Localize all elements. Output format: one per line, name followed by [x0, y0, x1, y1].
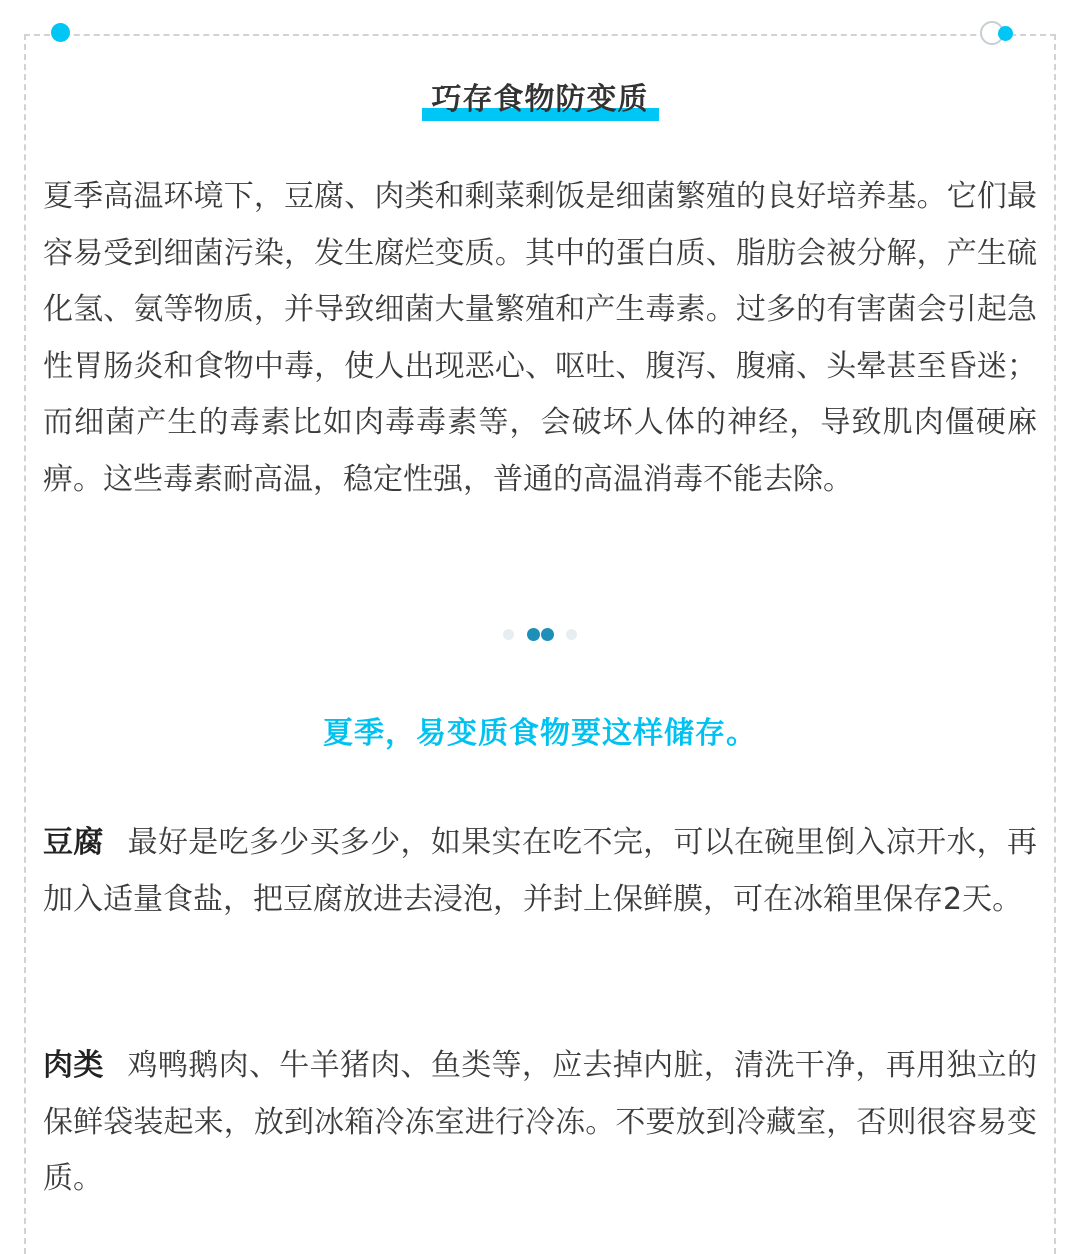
tofu-paragraph — [43, 815, 1037, 928]
corner-dot-right — [998, 26, 1013, 41]
article-title — [422, 80, 659, 120]
title-wrap — [0, 80, 1080, 120]
tofu-text: 最好是吃多少买多少，如果实在吃不完，可以在碗里倒入凉开水，再加入适量食盐，把豆腐放进去浸泡，并封上保鲜膜，可在冰箱里保存2天。 — [43, 825, 1038, 917]
divider-dot — [541, 628, 554, 641]
intro-paragraph: 夏季高温环境下，豆腐、肉类和剩菜剩饭是细菌繁殖的良好培养基。它们最容易受到细菌污染，发生腐烂变质。其中的蛋白质、脂肪会被分解，产生硫化氢、氨等物质，并导致细菌大量繁殖和产生毒素。过多的有害菌会引起急性胃肠炎和食物中毒，使人出现恶心、呕吐、腹泻、腹痛、头晕甚至昏迷；而细菌产生的毒素比如肉毒毒素等，会破坏人体的神经，导致肌肉僵硬麻痹。这些毒素耐高温，稳定性强，普通的高温消毒不能去除。 — [43, 179, 1037, 497]
meat-text: 鸡鸭鹅肉、牛羊猪肉、鱼类等，应去掉内脏，清洗干净，再用独立的保鲜袋装起来，放到冰箱冷冻室进行冷冻。不要放到冷藏室，否则很容易变质。 — [43, 1048, 1038, 1196]
article-title-text: 巧存食物防变质 — [431, 82, 649, 117]
divider-dot — [503, 629, 514, 640]
divider-dot — [566, 629, 577, 640]
section-divider — [0, 627, 1080, 641]
meat-paragraph — [43, 1038, 1037, 1208]
divider-dot — [527, 628, 540, 641]
meat-label: 肉类 — [43, 1048, 104, 1083]
corner-dot-left — [51, 23, 70, 42]
tofu-label: 豆腐 — [43, 825, 104, 860]
section-subtitle: 夏季，易变质食物要这样储存。 — [323, 716, 757, 751]
